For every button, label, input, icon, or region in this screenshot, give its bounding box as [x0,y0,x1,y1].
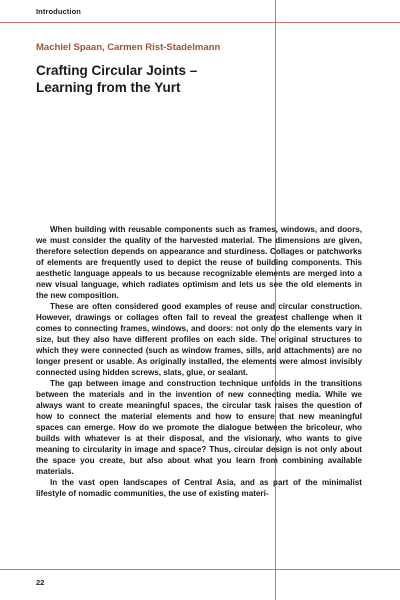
article-title-line-2: Learning from the Yurt [36,80,181,95]
article-authors: Machiel Spaan, Carmen Rist-Stadelmann [36,42,221,53]
page-number: 22 [36,578,45,587]
body-paragraph-4: In the vast open landscapes of Central Asia, and as part of the minimalist lifestyle of nomadic communities, the use of existing materi- [36,478,362,498]
header-rule [0,22,400,23]
article-title-line-1: Crafting Circular Joints – [36,63,198,78]
article-body [36,224,362,499]
article-title [36,62,356,96]
body-paragraph-1: When building with reusable components such as frames, windows, and doors, we must consider the quality of the harvested material. The dimensions are given, therefore selection depends on appearance and sturdiness. Collages or patchworks of elements are frequently used to depict the reuse of building components. This aesthetic language appeals to us because recognizable elements are merged into a new visual language, which radiates optimism and lets us see the old elements in the new composition. [36,225,362,300]
body-paragraph-2: These are often considered good examples of reuse and circular construction. However, drawings or collages often fail to reveal the greatest challenge when it comes to connecting frames, windows, and doors: not only do the elements vary in size, but they also have different profiles on each side. The original structures to which they were connected (such as window frames, sills, and attachments) are no longer present or usable. As originally installed, the elements were almost invisibly connected using hidden screws, slats, glue, or sealant. [36,302,362,377]
section-label: Introduction [36,7,81,16]
footer-rule [0,569,400,570]
body-paragraph-3: The gap between image and construction technique unfolds in the transitions between the materials and in the invention of new connecting media. While we always want to create meaningful spaces, the circular task raises the question of how to connect the material elements and how to ensure that new meaningful spaces can emerge. How do we promote the dialogue between the bricoleur, who builds with whatever is at their disposal, and the visionary, who wants to give meaning to circularity in image and space? Thus, circular design is not only about the space you create, but also about what you learn from combining available materials. [36,379,362,476]
